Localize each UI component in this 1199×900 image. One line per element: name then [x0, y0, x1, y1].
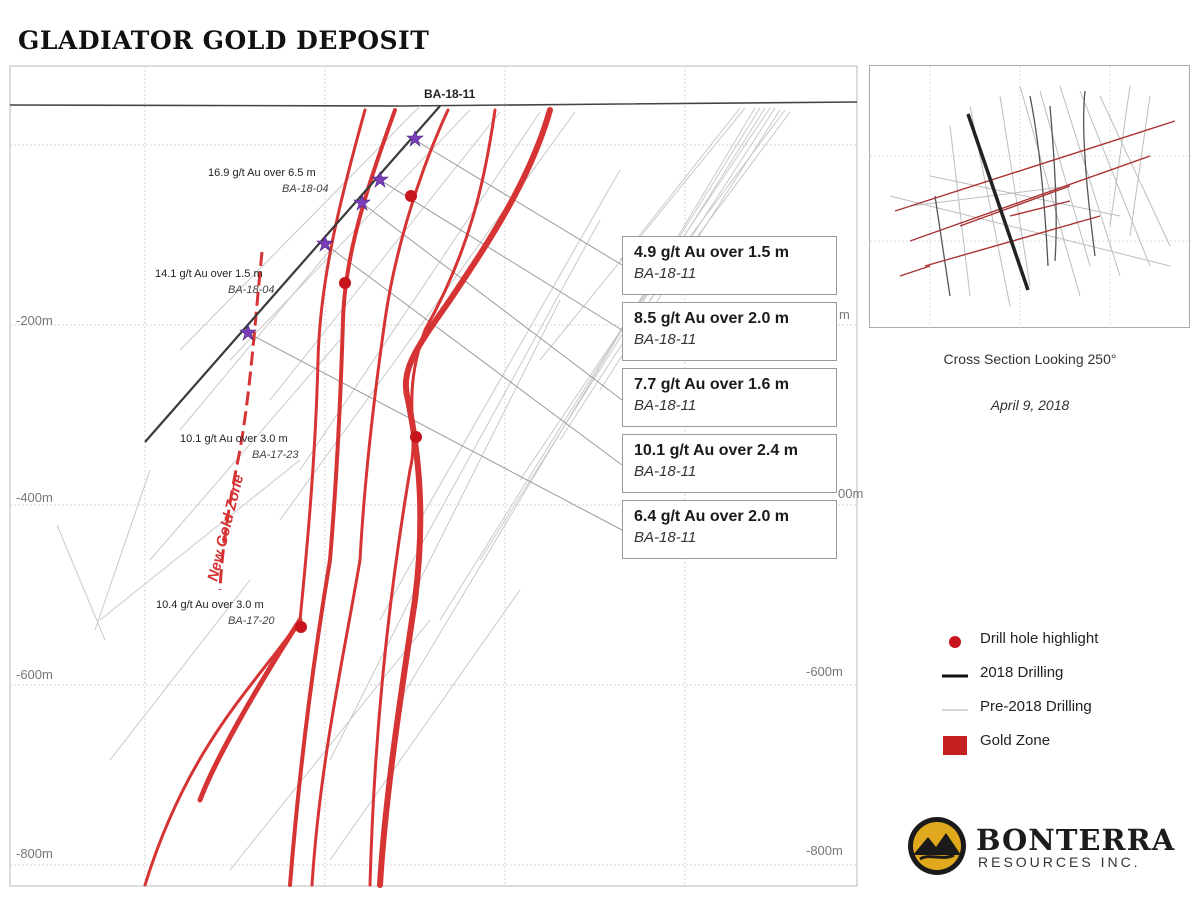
gold-zone-1b [200, 620, 300, 800]
inset-map-drawing [870, 66, 1191, 329]
dot-3 [410, 431, 422, 443]
callout-4-hole: BA-18-11 [634, 463, 697, 480]
dot-2 [339, 277, 351, 289]
depth-label-right-800: -800m [806, 843, 843, 858]
depth-label-800: -800m [16, 846, 53, 861]
company-logo [906, 815, 1176, 880]
red-dot-icon [940, 634, 970, 650]
callout-2-grade: 8.5 g/t Au over 2.0 m [634, 310, 790, 327]
star-markers [240, 131, 423, 340]
dot-4 [295, 621, 307, 633]
dot-1 [405, 190, 417, 202]
logo-subtitle: RESOURCES INC. [978, 854, 1141, 870]
callout-2-hole: BA-18-11 [634, 331, 697, 348]
depth-label-right-600: -600m [806, 664, 843, 679]
annotation-1-grade: 16.9 g/t Au over 6.5 m [208, 167, 316, 179]
legend-label-pre2018: Pre-2018 Drilling [980, 698, 1092, 715]
callout-5 [622, 500, 837, 559]
callout-1-hole: BA-18-11 [634, 265, 697, 282]
gold-zone-3 [312, 110, 448, 885]
annotation-3-hole: BA-17-23 [252, 449, 299, 461]
logo-emblem-icon [906, 815, 968, 877]
new-gold-zone-label: New Gold Zone [204, 472, 248, 583]
callout-3-hole: BA-18-11 [634, 397, 697, 414]
legend-label-goldzone: Gold Zone [980, 732, 1051, 749]
callout-4 [622, 434, 837, 493]
surface-line [10, 102, 857, 106]
gold-zones [145, 110, 550, 885]
thin-line-icon [940, 702, 970, 718]
callout-1 [622, 236, 837, 295]
callout-5-grade: 6.4 g/t Au over 2.0 m [634, 508, 790, 525]
depth-label-400: -400m [16, 490, 53, 505]
callout-3 [622, 368, 837, 427]
annotation-2-grade: 14.1 g/t Au over 1.5 m [155, 268, 263, 280]
callout-3-grade: 7.7 g/t Au over 1.6 m [634, 376, 790, 393]
callout-2 [622, 302, 837, 361]
annotation-1-hole: BA-18-04 [282, 183, 329, 195]
callout-1-grade: 4.9 g/t Au over 1.5 m [634, 244, 790, 261]
gold-zone-1 [145, 110, 365, 885]
hole-label: BA-18-11 [424, 87, 476, 101]
depth-label-600: -600m [16, 667, 53, 682]
callout-4-grade: 10.1 g/t Au over 2.4 m [634, 442, 798, 459]
annotation-3-grade: 10.1 g/t Au over 3.0 m [180, 433, 288, 445]
gold-zone-2 [290, 110, 395, 885]
legend-label-2018: 2018 Drilling [980, 664, 1064, 681]
page-title: GLADIATOR GOLD DEPOSIT [18, 26, 430, 55]
legend-label-highlight: Drill hole highlight [980, 630, 1099, 647]
callout-5-hole: BA-18-11 [634, 529, 697, 546]
depth-label-right-400-partial: 00m [838, 486, 864, 501]
inset-date: April 9, 2018 [990, 397, 1070, 413]
annotation-4-hole: BA-17-20 [228, 615, 275, 627]
red-square-icon [940, 733, 970, 755]
logo-brand: BONTERRA [976, 823, 1176, 857]
thick-line-icon [940, 668, 970, 684]
annotation-4-grade: 10.4 g/t Au over 3.0 m [156, 599, 264, 611]
callout-leaders [248, 140, 622, 530]
inset-caption: Cross Section Looking 250° [943, 351, 1117, 367]
annotation-2-hole: BA-18-04 [228, 284, 275, 296]
depth-label-200: -200m [16, 313, 53, 328]
inset-map [869, 65, 1190, 328]
depth-label-right-200-partial: m [839, 307, 850, 322]
